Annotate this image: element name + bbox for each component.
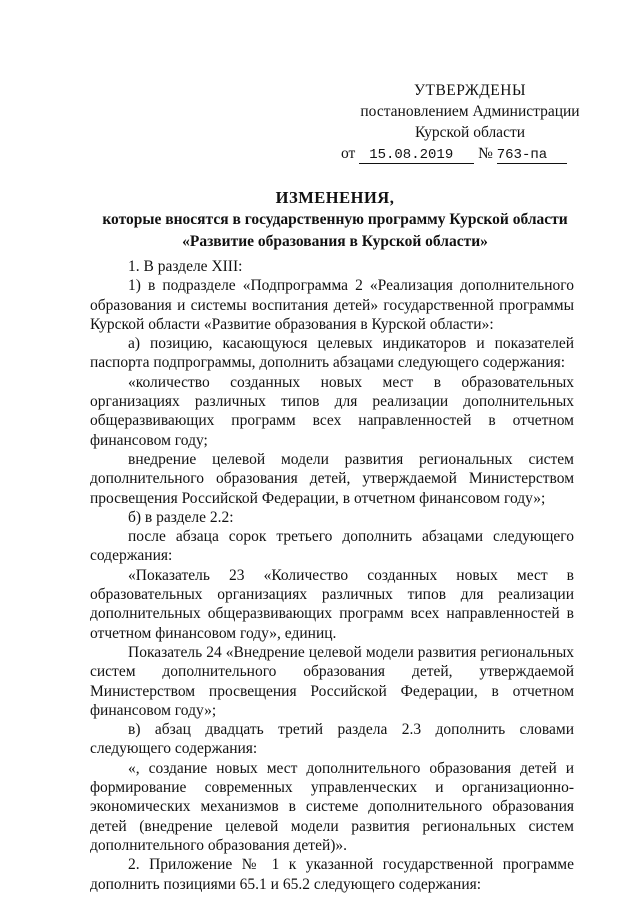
paragraph: внедрение целевой модели развития региональных систем дополнительного образования детей, утверждаемой Министерством просвещения Российской Федерации, в отчетном финансовом году»; (90, 450, 574, 507)
date-prefix: от (341, 145, 356, 162)
decree-date: 15.08.2019 (359, 147, 474, 164)
approved-by-line: постановлением Администрации (360, 103, 580, 120)
paragraph: «, создание новых мест дополнительного образования детей и формирование современных управленческих и организационно-экономических механизмов в системе дополнительного образования детей (внедрение целевой модели развития региональных систем дополнительного образования детей)». (90, 759, 574, 854)
paragraph: б) в разделе 2.2: (128, 508, 234, 526)
paragraph: 2. Приложение № 1 к указанной государственной программе дополнить позициями 65.1 и 65.2 следующего содержания: (90, 856, 574, 893)
decree-date-line (335, 143, 605, 164)
paragraph: Показатель 24 «Внедрение целевой модели развития региональных систем дополнительного образования детей, утверждаемой Министерством просвещения Российской Федерации, в отчетном финансовом году»; (90, 643, 574, 719)
paragraph: 1. В разделе XIII: (128, 258, 243, 275)
title-main: ИЗМЕНЕНИЯ, (275, 188, 395, 207)
paragraph: «количество созданных новых мест в образовательных организациях различных типов для реализации дополнительных общеразвивающих программ всех направленностей в отчетном финансовом году; (90, 373, 574, 449)
approved-region-line: Курской области (414, 124, 526, 141)
document-body (90, 257, 574, 894)
decree-number: 763-па (497, 147, 567, 164)
paragraph: после абзаца сорок третьего дополнить абзацами следующего содержания: (90, 528, 574, 565)
title-line-3: «Развитие образования в Курской области» (182, 233, 488, 250)
number-prefix: № (478, 145, 493, 162)
paragraph: в) абзац двадцать третий раздела 2.3 дополнить словами следующего содержания: (90, 721, 574, 758)
approved-heading: УТВЕРЖДЕНЫ (414, 82, 526, 99)
title-line-2: которые вносятся в государственную программу Курской области (102, 211, 568, 228)
document-title (90, 187, 580, 253)
paragraph: 1) в подразделе «Подпрограмма 2 «Реализация дополнительного образования и системы воспитания детей» государственной программы Курской области «Развитие образования в Курской области»: (90, 277, 574, 333)
paragraph: а) позицию, касающуюся целевых индикаторов и показателей паспорта подпрограммы, дополнить абзацами следующего содержания: (90, 335, 574, 372)
paragraph: «Показатель 23 «Количество созданных новых мест в образовательных организациях различных типов для реализации дополнительных общеразвивающих программ всех направленностей в отчетном финансовом году», единиц. (90, 566, 574, 642)
approval-block (335, 80, 605, 164)
